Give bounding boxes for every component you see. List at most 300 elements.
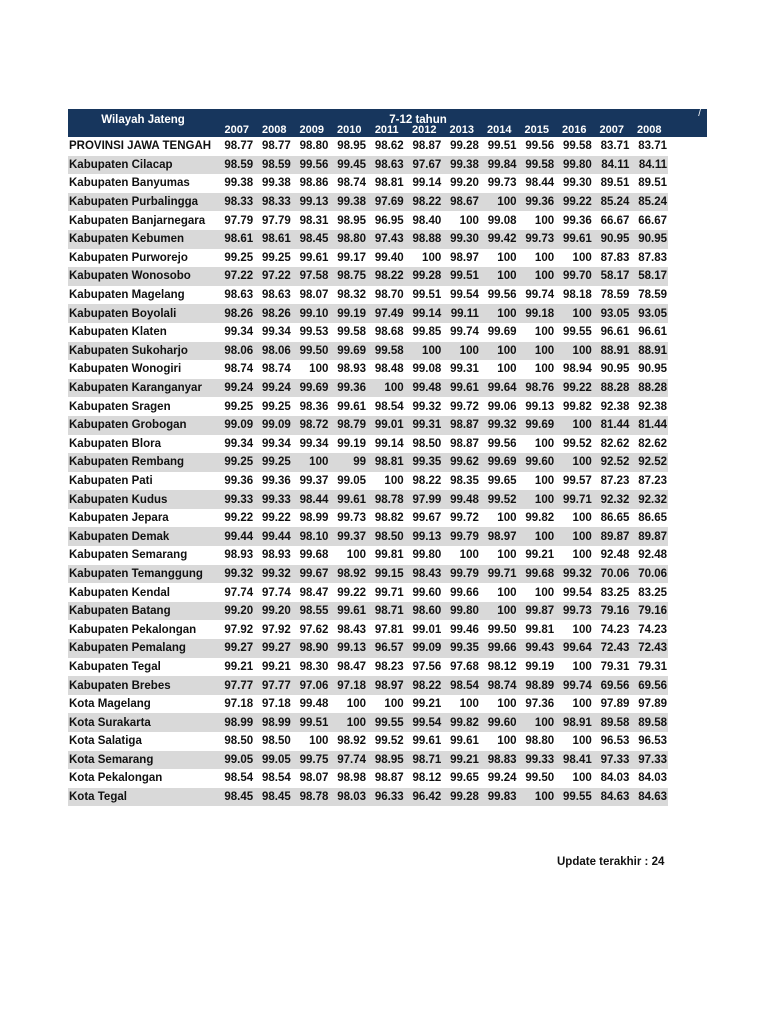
value-cell: 98.77: [261, 140, 291, 153]
value-cell: 98.35: [450, 474, 479, 487]
value-cell: 98.06: [254, 342, 292, 361]
value-cell: 99.05: [216, 751, 254, 770]
value-cell: 99.62: [442, 453, 480, 472]
table-row: [68, 565, 668, 584]
value-cell: 100: [384, 474, 404, 487]
value-cell: 99.37: [299, 474, 329, 487]
region-name-cell: PROVINSI JAWA TENGAH: [69, 140, 212, 153]
value-cell: 99.79: [442, 565, 480, 584]
value-cell: 98.22: [412, 474, 442, 487]
value-cell: 98.97: [367, 676, 405, 695]
value-cell: 84.03: [600, 772, 630, 785]
value-cell: 100: [405, 342, 443, 361]
value-cell: 98.44: [292, 490, 330, 509]
value-cell: 99.81: [525, 623, 555, 636]
value-cell: 100: [459, 214, 479, 227]
table-row: [68, 342, 668, 361]
value-cell: 99.64: [555, 639, 593, 658]
value-cell: 98.63: [224, 289, 254, 302]
value-cell: 98.22: [405, 676, 443, 695]
value-cell: 93.05: [593, 304, 631, 323]
value-cell: 99.51: [412, 289, 442, 302]
value-cell: 98.61: [254, 230, 292, 249]
region-name-cell: Kota Surakarta: [68, 713, 216, 732]
value-cell: 100: [367, 379, 405, 398]
table-row: [68, 472, 668, 491]
value-cell: 99.24: [216, 379, 254, 398]
table-row: [68, 695, 668, 714]
value-cell: 84.03: [638, 772, 667, 785]
value-cell: 97.18: [261, 698, 291, 711]
value-cell: 100: [422, 251, 442, 264]
year-header-cell: 2016: [562, 124, 587, 136]
value-cell: 98.93: [337, 363, 366, 376]
value-cell: 72.43: [593, 639, 631, 658]
value-cell: 99.55: [555, 788, 593, 807]
value-cell: 96.95: [374, 214, 404, 227]
value-cell: 99.69: [480, 453, 518, 472]
table-row: [68, 788, 668, 807]
value-cell: 58.17: [593, 267, 631, 286]
value-cell: 97.33: [593, 751, 631, 770]
value-cell: 99.32: [216, 565, 254, 584]
value-cell: 98.98: [337, 772, 366, 785]
value-cell: 99.24: [254, 379, 292, 398]
value-cell: 99.22: [555, 193, 593, 212]
value-cell: 100: [572, 549, 592, 562]
value-cell: 97.62: [299, 623, 329, 636]
value-cell: 100: [517, 527, 555, 546]
value-cell: 99.53: [299, 326, 329, 339]
value-cell: 99.50: [292, 342, 330, 361]
value-cell: 98.78: [367, 490, 405, 509]
value-cell: 99.82: [525, 512, 555, 525]
value-cell: 99.01: [367, 416, 405, 435]
value-cell: 99.61: [442, 379, 480, 398]
year-header-cell: 2007: [599, 124, 624, 136]
value-cell: 96.42: [405, 788, 443, 807]
value-cell: 100: [555, 453, 593, 472]
value-cell: 98.43: [405, 565, 443, 584]
value-cell: 99.55: [562, 326, 592, 339]
value-cell: 98.40: [412, 214, 442, 227]
value-cell: 99.52: [374, 735, 404, 748]
region-name-cell: Kabupaten Batang: [68, 602, 216, 621]
value-cell: 99.25: [261, 251, 291, 264]
value-cell: 92.48: [638, 549, 667, 562]
value-cell: 98.26: [254, 304, 292, 323]
region-name-cell: Kabupaten Pati: [69, 474, 153, 487]
value-cell: 99.70: [555, 267, 593, 286]
value-cell: 98.99: [254, 713, 292, 732]
value-cell: 100: [346, 698, 366, 711]
value-cell: 98.80: [329, 230, 367, 249]
value-cell: 83.25: [638, 586, 667, 599]
value-cell: 98.22: [405, 193, 443, 212]
value-cell: 81.44: [593, 416, 631, 435]
value-cell: 99.28: [442, 788, 480, 807]
value-cell: 99.80: [412, 549, 442, 562]
value-cell: 84.63: [593, 788, 631, 807]
value-cell: 98.47: [299, 586, 329, 599]
value-cell: 74.23: [638, 623, 667, 636]
value-cell: 97.43: [367, 230, 405, 249]
value-cell: 99.14: [412, 177, 442, 190]
value-cell: 99.83: [480, 788, 518, 807]
value-cell: 87.83: [638, 251, 667, 264]
year-header-cell: 2009: [299, 124, 324, 136]
value-cell: 99.51: [487, 140, 517, 153]
region-name-cell: Kabupaten Banyumas: [69, 177, 190, 190]
value-cell: 99.54: [450, 289, 479, 302]
value-cell: 100: [534, 437, 555, 450]
value-cell: 99.64: [480, 379, 518, 398]
value-cell: 98.91: [555, 713, 593, 732]
value-cell: 97.79: [224, 214, 254, 227]
value-cell: 98.87: [450, 437, 479, 450]
value-cell: 99.20: [216, 602, 254, 621]
value-cell: 99.05: [337, 474, 366, 487]
table-row: [68, 620, 668, 639]
value-cell: 98.44: [525, 177, 555, 190]
value-cell: 86.65: [600, 512, 630, 525]
value-cell: 83.71: [600, 140, 630, 153]
value-cell: 99.48: [442, 490, 480, 509]
value-cell: 100: [555, 342, 593, 361]
value-cell: 89.87: [630, 527, 668, 546]
value-cell: 99.36: [562, 214, 592, 227]
value-cell: 66.67: [600, 214, 630, 227]
value-cell: 99.72: [450, 400, 479, 413]
value-cell: 96.33: [367, 788, 405, 807]
value-cell: 99.56: [292, 156, 330, 175]
value-cell: 99.22: [224, 512, 254, 525]
value-cell: 99.20: [254, 602, 292, 621]
value-cell: 98.31: [299, 214, 329, 227]
value-cell: 99.66: [450, 586, 479, 599]
value-cell: 98.26: [216, 304, 254, 323]
value-cell: 99.42: [480, 230, 518, 249]
value-cell: 99.33: [216, 490, 254, 509]
region-name-cell: Kabupaten Wonosobo: [68, 267, 216, 286]
value-cell: 100: [517, 267, 555, 286]
value-cell: 99.50: [525, 772, 555, 785]
table-body: [68, 137, 668, 806]
value-cell: 99.21: [261, 660, 291, 673]
value-cell: 92.48: [600, 549, 630, 562]
value-cell: 98.33: [254, 193, 292, 212]
table-row: [68, 211, 668, 230]
value-cell: 99.13: [405, 527, 443, 546]
value-cell: 69.56: [593, 676, 631, 695]
value-cell: 98.72: [292, 416, 330, 435]
value-cell: 90.95: [593, 230, 631, 249]
value-cell: 99.61: [299, 251, 329, 264]
value-cell: 100: [497, 735, 517, 748]
region-name-cell: Kabupaten Wonogiri: [69, 363, 182, 376]
value-cell: 99.13: [292, 193, 330, 212]
table-row: [68, 751, 668, 770]
value-cell: 98.79: [329, 416, 367, 435]
value-cell: 99.68: [299, 549, 329, 562]
value-cell: 99.71: [480, 565, 518, 584]
value-cell: 99.34: [261, 326, 291, 339]
value-cell: 99.72: [450, 512, 479, 525]
value-cell: 100: [459, 698, 479, 711]
value-cell: 79.16: [593, 602, 631, 621]
value-cell: 99.44: [216, 527, 254, 546]
value-cell: 99.66: [480, 639, 518, 658]
value-cell: 99.19: [329, 304, 367, 323]
value-cell: 97.77: [254, 676, 292, 695]
value-cell: 99.79: [442, 527, 480, 546]
value-cell: 99.54: [562, 586, 592, 599]
table-row: [68, 156, 668, 175]
value-cell: 88.91: [593, 342, 631, 361]
value-cell: 97.33: [630, 751, 668, 770]
value-cell: 97.92: [224, 623, 254, 636]
value-cell: 97.89: [600, 698, 630, 711]
value-cell: 98.43: [337, 623, 366, 636]
value-cell: 100: [534, 586, 555, 599]
value-cell: 100: [480, 342, 518, 361]
value-cell: 100: [329, 713, 367, 732]
value-cell: 99.25: [216, 453, 254, 472]
value-cell: 99.30: [442, 230, 480, 249]
value-cell: 98.63: [261, 289, 291, 302]
value-cell: 99.21: [224, 660, 254, 673]
value-cell: 99.74: [555, 676, 593, 695]
value-cell: 99.20: [450, 177, 479, 190]
value-cell: 98.36: [299, 400, 329, 413]
table-row: [68, 435, 668, 454]
region-name-cell: Kabupaten Temanggung: [68, 565, 216, 584]
value-cell: 88.91: [630, 342, 668, 361]
value-cell: 99.44: [254, 527, 292, 546]
value-cell: 99.11: [442, 304, 480, 323]
value-cell: 98.50: [224, 735, 254, 748]
value-cell: 100: [346, 549, 366, 562]
value-cell: 100: [572, 512, 592, 525]
value-cell: 98.81: [374, 177, 404, 190]
value-cell: 100: [497, 251, 517, 264]
value-cell: 100: [517, 788, 555, 807]
value-cell: 99.32: [254, 565, 292, 584]
value-cell: 98.71: [367, 602, 405, 621]
value-cell: 98.45: [254, 788, 292, 807]
value-cell: 100: [292, 453, 330, 472]
value-cell: 98.86: [299, 177, 329, 190]
value-cell: 99.36: [261, 474, 291, 487]
age-group-header: 7-12 tahun: [389, 114, 447, 126]
value-cell: 99.35: [405, 453, 443, 472]
value-cell: 98.06: [216, 342, 254, 361]
value-cell: 97.74: [261, 586, 291, 599]
table-row: [68, 546, 668, 565]
value-cell: 98.92: [329, 565, 367, 584]
value-cell: 99.56: [487, 437, 517, 450]
value-cell: 98.97: [450, 251, 479, 264]
corner-mark: /: [698, 108, 701, 119]
value-cell: 99.08: [412, 363, 442, 376]
table-row: [68, 397, 668, 416]
value-cell: 99.17: [337, 251, 366, 264]
value-cell: 97.74: [329, 751, 367, 770]
value-cell: 98.80: [299, 140, 329, 153]
value-cell: 99.48: [299, 698, 329, 711]
year-header-row: [218, 124, 668, 136]
value-cell: 99.68: [517, 565, 555, 584]
value-cell: 99.60: [480, 713, 518, 732]
value-cell: 99.58: [337, 326, 366, 339]
table-row: [68, 658, 668, 677]
value-cell: 99.24: [487, 772, 517, 785]
region-name-cell: Kabupaten Boyolali: [68, 304, 216, 323]
value-cell: 99.09: [216, 416, 254, 435]
value-cell: 99.65: [487, 474, 517, 487]
region-name-cell: Kabupaten Cilacap: [68, 156, 216, 175]
value-cell: 99.71: [555, 490, 593, 509]
value-cell: 92.38: [600, 400, 630, 413]
region-name-cell: Kota Semarang: [68, 751, 216, 770]
value-cell: 82.62: [600, 437, 630, 450]
value-cell: 98.70: [374, 289, 404, 302]
region-column-header: Wilayah Jateng: [101, 114, 185, 126]
value-cell: 99.60: [517, 453, 555, 472]
value-cell: 98.03: [329, 788, 367, 807]
data-table: [68, 137, 668, 806]
table-row: [68, 304, 668, 323]
value-cell: 98.22: [367, 267, 405, 286]
value-cell: 98.50: [261, 735, 291, 748]
value-cell: 99.14: [374, 437, 404, 450]
value-cell: 97.22: [216, 267, 254, 286]
value-cell: 97.77: [216, 676, 254, 695]
value-cell: 100: [480, 193, 518, 212]
value-cell: 100: [534, 474, 555, 487]
value-cell: 100: [497, 512, 517, 525]
value-cell: 98.07: [299, 289, 329, 302]
region-name-cell: Kabupaten Sragen: [69, 400, 171, 413]
value-cell: 70.06: [593, 565, 631, 584]
region-name-cell: Kota Tegal: [68, 788, 216, 807]
value-cell: 98.55: [292, 602, 330, 621]
value-cell: 100: [517, 713, 555, 732]
value-cell: 98.32: [337, 289, 366, 302]
value-cell: 97.89: [638, 698, 667, 711]
value-cell: 86.65: [638, 512, 667, 525]
value-cell: 100: [497, 363, 517, 376]
value-cell: 99.10: [292, 304, 330, 323]
year-header-cell: 2015: [524, 124, 549, 136]
value-cell: 99.21: [412, 698, 442, 711]
value-cell: 100: [534, 326, 555, 339]
value-cell: 89.58: [630, 713, 668, 732]
value-cell: 99.61: [329, 602, 367, 621]
value-cell: 99.35: [442, 639, 480, 658]
value-cell: 99.80: [555, 156, 593, 175]
region-name-cell: Kota Magelang: [69, 698, 151, 711]
value-cell: 99.61: [329, 490, 367, 509]
value-cell: 97.06: [292, 676, 330, 695]
value-cell: 83.71: [638, 140, 667, 153]
value-cell: 99.43: [517, 639, 555, 658]
value-cell: 100: [572, 623, 592, 636]
value-cell: 92.52: [630, 453, 668, 472]
value-cell: 98.94: [562, 363, 592, 376]
value-cell: 99.56: [525, 140, 555, 153]
value-cell: 99.80: [442, 602, 480, 621]
value-cell: 99.25: [224, 400, 254, 413]
value-cell: 96.61: [600, 326, 630, 339]
value-cell: 99.38: [329, 193, 367, 212]
value-cell: 97.18: [224, 698, 254, 711]
value-cell: 100: [572, 772, 592, 785]
table-header: [68, 109, 707, 137]
region-name-cell: Kabupaten Klaten: [69, 326, 167, 339]
region-name-cell: Kabupaten Rembang: [68, 453, 216, 472]
year-header-cell: 2012: [412, 124, 437, 136]
value-cell: 100: [555, 527, 593, 546]
value-cell: 88.28: [593, 379, 631, 398]
value-cell: 78.59: [600, 289, 630, 302]
value-cell: 98.30: [299, 660, 329, 673]
value-cell: 97.67: [405, 156, 443, 175]
value-cell: 100: [459, 549, 479, 562]
value-cell: 98.63: [367, 156, 405, 175]
value-cell: 99.82: [562, 400, 592, 413]
value-cell: 98.81: [367, 453, 405, 472]
value-cell: 99.13: [329, 639, 367, 658]
table-row: [68, 267, 668, 286]
value-cell: 97.92: [261, 623, 291, 636]
value-cell: 92.52: [593, 453, 631, 472]
value-cell: 98.10: [292, 527, 330, 546]
value-cell: 98.88: [405, 230, 443, 249]
value-cell: 99.36: [224, 474, 254, 487]
value-cell: 99.69: [329, 342, 367, 361]
value-cell: 98.45: [216, 788, 254, 807]
value-cell: 92.38: [638, 400, 667, 413]
value-cell: 99.65: [450, 772, 479, 785]
value-cell: 99.38: [442, 156, 480, 175]
year-header-cell: 2013: [449, 124, 474, 136]
value-cell: 99.31: [450, 363, 479, 376]
value-cell: 98.07: [299, 772, 329, 785]
value-cell: 100: [480, 304, 518, 323]
value-cell: 97.58: [292, 267, 330, 286]
value-cell: 97.74: [224, 586, 254, 599]
value-cell: 99.18: [517, 304, 555, 323]
value-cell: 98.23: [374, 660, 404, 673]
value-cell: 100: [517, 342, 555, 361]
value-cell: 98.97: [480, 527, 518, 546]
value-cell: 99.14: [405, 304, 443, 323]
value-cell: 98.78: [292, 788, 330, 807]
region-name-cell: Kabupaten Kendal: [69, 586, 170, 599]
value-cell: 98.45: [292, 230, 330, 249]
value-cell: 92.32: [630, 490, 668, 509]
value-cell: 99.69: [487, 326, 517, 339]
value-cell: 100: [517, 490, 555, 509]
table-row: [68, 583, 668, 602]
value-cell: 100: [480, 602, 518, 621]
value-cell: 93.05: [630, 304, 668, 323]
value-cell: 97.69: [367, 193, 405, 212]
value-cell: 99.69: [292, 379, 330, 398]
value-cell: 99.60: [412, 586, 442, 599]
table-row: [68, 379, 668, 398]
